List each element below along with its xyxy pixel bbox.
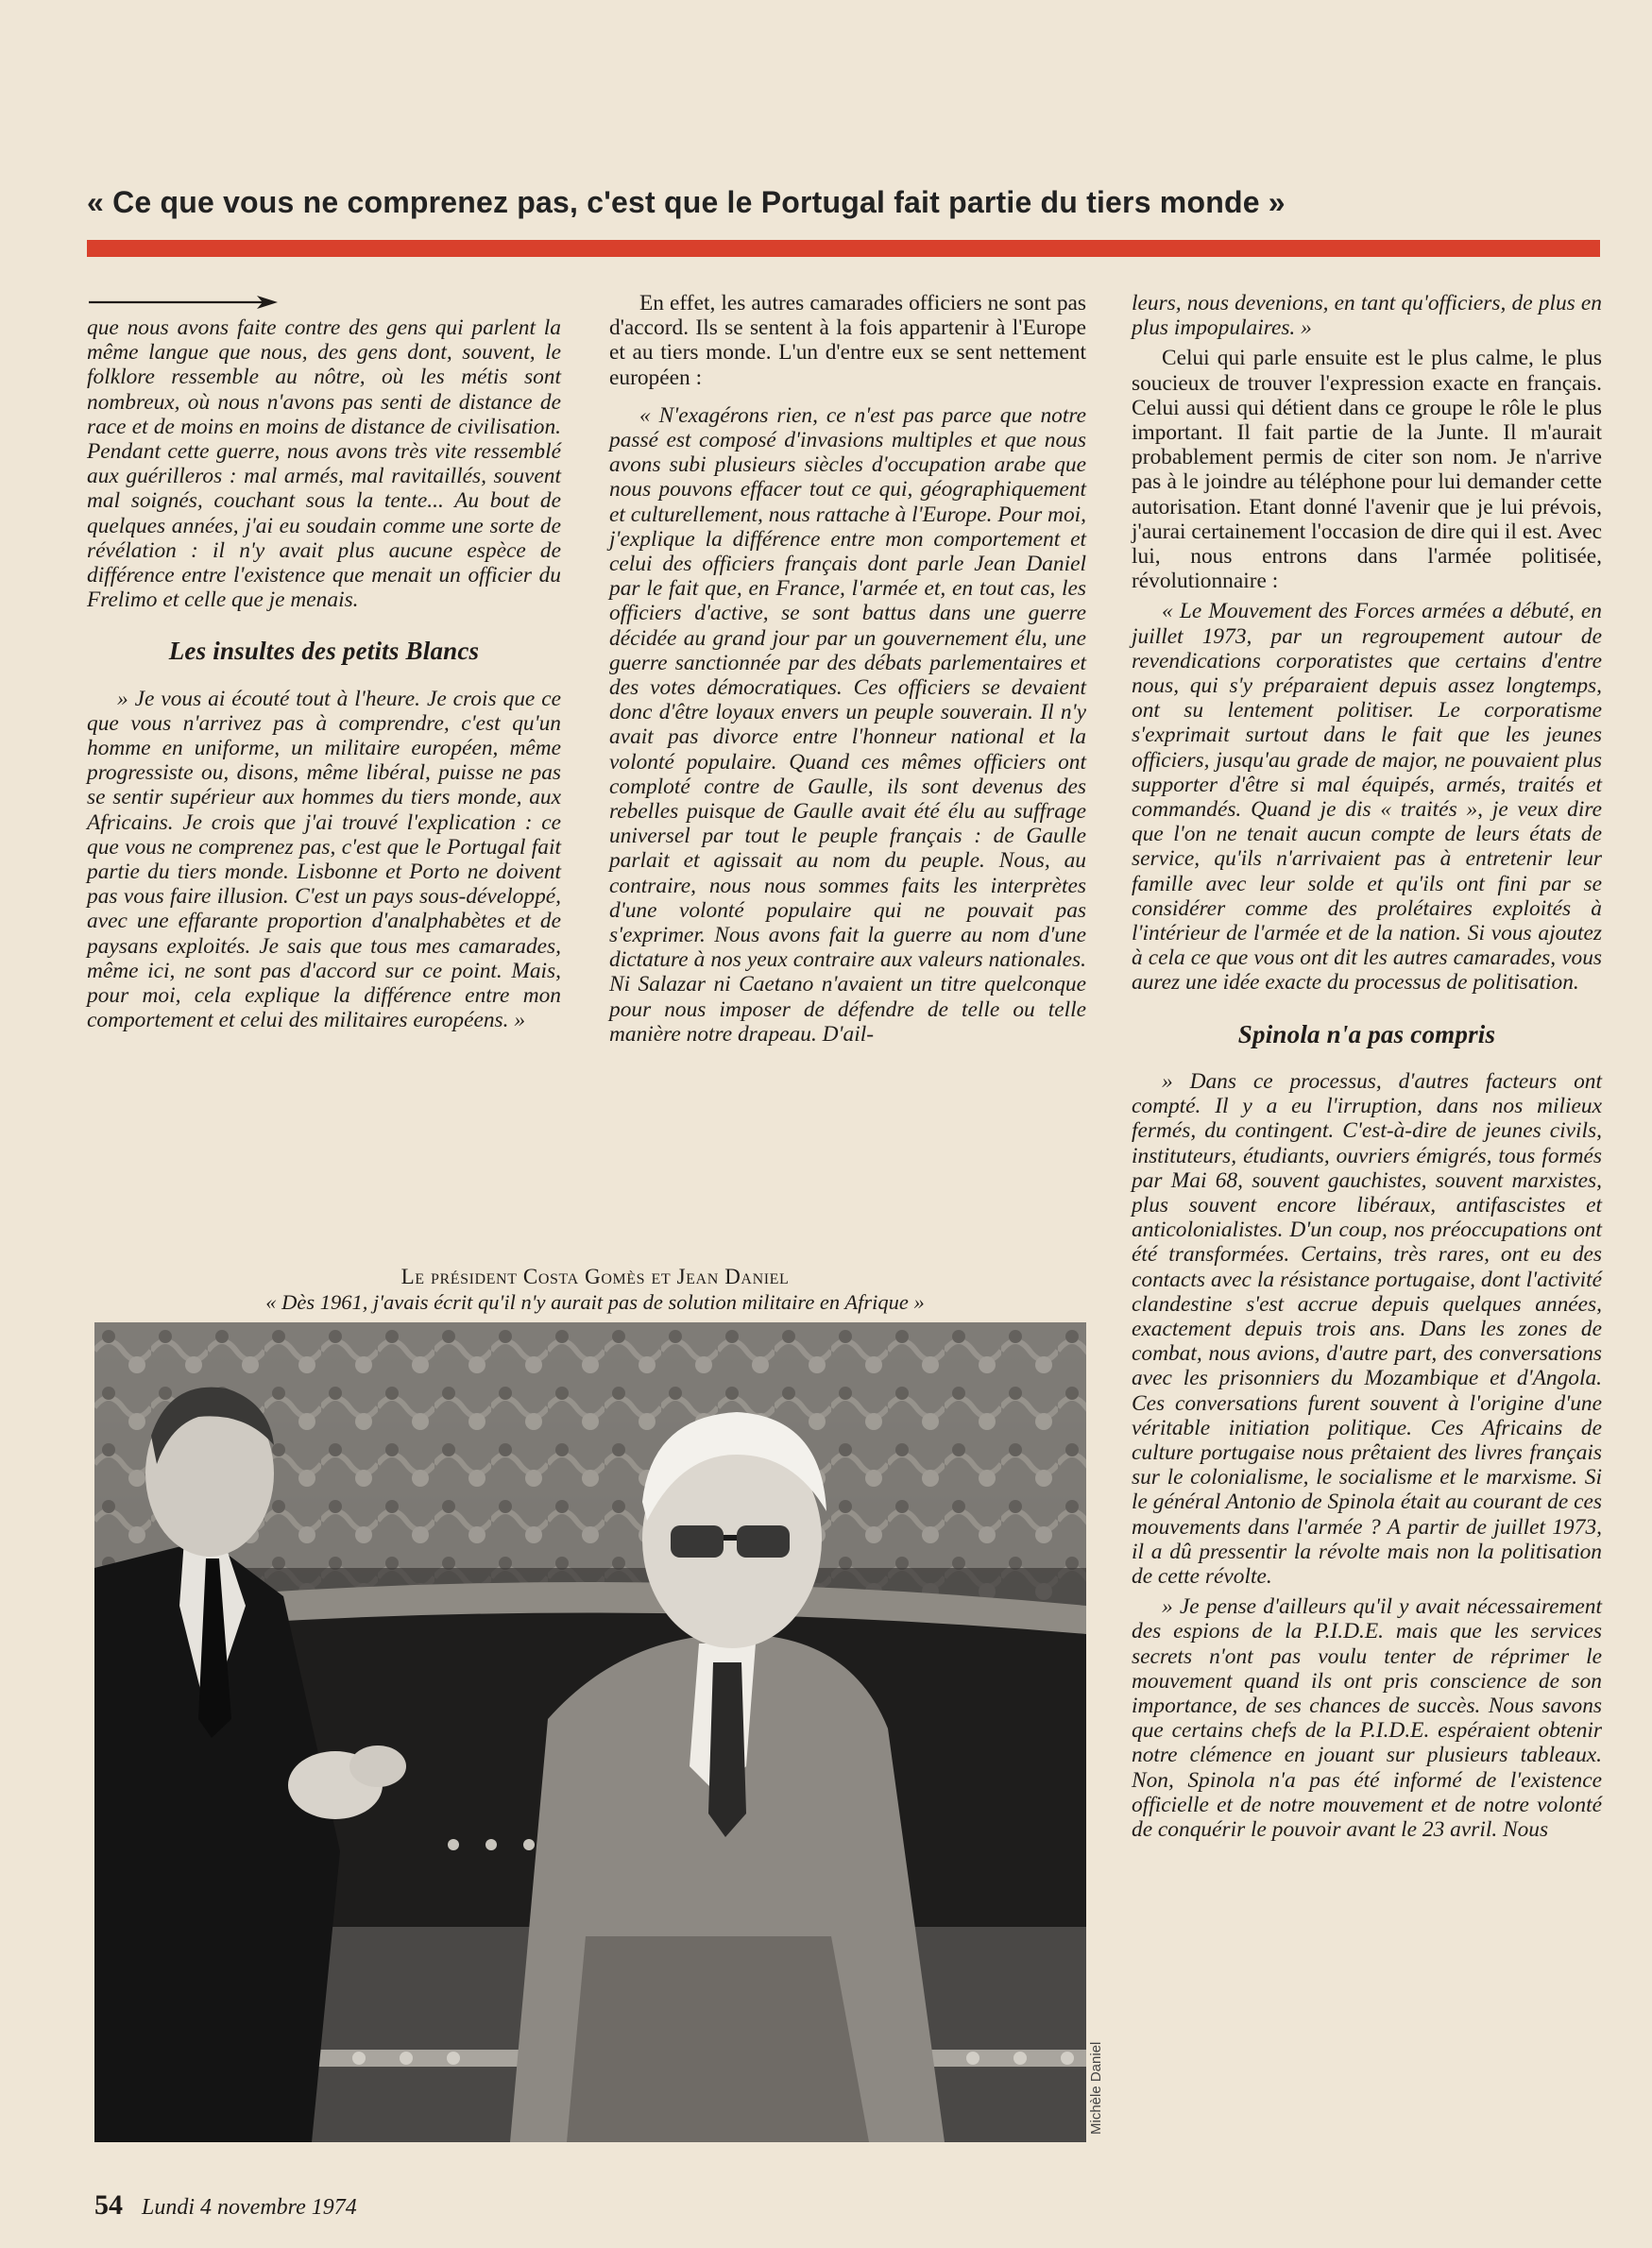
article-column-1 [87, 315, 561, 1038]
col1-paragraph-2: » Je vous ai écouté tout à l'heure. Je crois que ce que vous n'arrivez pas à comprendre, c'est qu'un homme en uniforme, un militaire européen, même progressiste ou, disons, même libéral, puisse ne pas se sentir supérieur aux hommes du tiers monde, aux Africains. Je crois que j'ai trouvé l'explication : ce que vous ne comprenez pas, c'est que le Portugal fait partie du tiers monde. Lisbonne et Porto ne doivent pas vous faire illusion. C'est un pays sous-développé, avec une effarante proportion d'analphabètes et de paysans exploités. Je sais que tous mes camarades, même ici, ne sont pas d'accord sur ce point. Mais, pour moi, cela explique la différence entre mon comportement et celui des militaires européens. » [87, 686, 561, 1033]
issue-date: Lundi 4 novembre 1974 [142, 2195, 357, 2220]
col2-paragraph-1: En effet, les autres camarades officiers ne sont pas d'accord. Ils se sentent à la fois appartenir à l'Europe et au tiers monde. L'un d'entre eux se sent nettement européen : [609, 291, 1086, 390]
col3-paragraph-4: » Dans ce processus, d'autres facteurs ont compté. Il y a eu l'irruption, dans nos milieux fermés, du contingent. C'est-à-dire de jeunes civils, instituteurs, étudiants, ouvriers émigrés, tous formés par Mai 68, souvent gauchistes, souvent marxistes, plus souvent encore libéraux, antifascistes et anticolonialistes. D'un coup, nos préoccupations ont été transformées. Certains, très rares, ont eu des contacts avec la résistance portugaise, dont l'activité clandestine s'est accrue depuis quelques années, exactement depuis trois ans. Dans les zones de combat, nous avions, d'autre part, des conversations avec les prisonniers du Mozambique et d'Angola. Ces conversations furent souvent à l'origine d'une véritable initiation politique. Ces Africains de culture portugaise nous prêtaient des livres français sur le colonialisme, le socialisme et le marxisme. Si le général Antonio de Spinola était au courant de ces mouvements dans l'armée ? A partir de juillet 1973, il a dû pressentir la révolte mais non la politisation de cette révolte. [1132, 1068, 1602, 1589]
photo-illustration [94, 1322, 1086, 2142]
caption-quote: « Dès 1961, j'avais écrit qu'il n'y aurait pas de solution militaire en Afrique » [265, 1290, 925, 1314]
page-number: 54 [94, 2189, 123, 2221]
continuation-arrow-icon [89, 293, 281, 312]
caption-names: Le président Costa Gomès et Jean Daniel [400, 1265, 790, 1288]
col3-paragraph-2: Celui qui parle ensuite est le plus calme, le plus soucieux de trouver l'expression exacte en français. Celui aussi qui détient dans ce groupe le rôle le plus important. Il fait partie de la Junte. Il m'aurait probablement permis de citer son nom. Je n'arrive pas à le joindre au téléphone pour lui demander cette autorisation. Etant donné l'avenir que je lui prévois, j'aurai certainement l'occasion de dire qui il est. Avec lui, nous entrons dans l'armée politisée, révolutionnaire : [1132, 346, 1602, 594]
page-headline: « Ce que vous ne comprenez pas, c'est que le Portugal fait partie du tiers monde » [87, 185, 1286, 219]
article-column-3 [1132, 291, 1602, 1848]
subheading-spinola: Spinola n'a pas compris [1237, 1019, 1496, 1048]
col2-paragraph-2: « N'exagérons rien, ce n'est pas parce que notre passé est composé d'invasions multiples et que nous avons subi plusieurs siècles d'occupation arabe que nous pouvons effacer tout ce qui, géographiquement et culturellement, nous rattache à l'Europe. Pour moi, j'explique la différence entre mon comportement et celui des officiers français dont parle Jean Daniel par le fait que, en France, l'armée et, en tout cas, les officiers d'active, se sont battus dans une guerre décidée au grand jour par un gouvernement élu, une guerre sanctionnée par des débats parlementaires et des votes démocratiques. Ces officiers se devaient donc d'être loyaux envers un peuple souverain. Il n'y avait pas divorce entre l'honneur national et la volonté populaire. Quand ces mêmes officiers ont comploté contre de Gaulle, ils sont devenus des rebelles puisque de Gaulle avait été élu au suffrage universel par tout le peuple français : de Gaulle parlait et agissait au nom du peuple. Nous, au contraire, nous nous sommes faits les interprètes d'une volonté populaire qui ne pouvait pas s'exprimer. Nous avons fait la guerre au nom d'une dictature à nos yeux contraire aux valeurs nationales. Ni Salazar ni Caetano n'avaient un titre quelconque pour nous imposer de défendre de telle ou telle manière notre drapeau. D'ail- [609, 402, 1086, 1047]
page-footer [94, 2189, 357, 2222]
red-rule [87, 240, 1600, 257]
col3-paragraph-3: « Le Mouvement des Forces armées a débuté, en juillet 1973, par un regroupement autour de revendications corporatistes que certains d'entre nous, qui s'y préparaient depuis assez longtemps, ont su lentement politiser. Le corporatisme s'exprimait surtout dans le fait que les jeunes officiers, jusqu'au grade de major, ne pouvaient plus supporter d'être si mal équipés, armés, traités et commandés. Quand je dis « traités », je veux dire que l'on ne tenait aucun compte de leurs états de service, qu'ils n'arrivaient pas à entretenir leur famille avec leur solde et qu'ils ont fini par se considérer comme des prolétaires exploités à l'intérieur de l'armée et de la nation. Si vous ajoutez à cela ce que vous ont dit les autres camarades, vous aurez une idée exacte du processus de politisation. [1132, 599, 1602, 996]
photo-credit: Michèle Daniel [1088, 2041, 1104, 2135]
col3-paragraph-1: leurs, nous devenions, en tant qu'officiers, de plus en plus impopulaires. » [1132, 291, 1602, 341]
subheading-insultes: Les insultes des petits Blancs [168, 637, 480, 666]
col1-paragraph-1: que nous avons faite contre des gens qui parlent la même langue que nous, des gens dont, souvent, le folklore ressemble au nôtre, où les métis sont nombreux, où nous n'avons pas senti de distance de race et de moins en moins de distance de civilisation. Pendant cette guerre, nous avons très vite ressemblé aux guérilleros : mal armés, mal ravitaillés, souvent mal soignés, couchant sous la tente... Au bout de quelques années, j'ai eu soudain comme une sorte de révélation : il n'y avait plus aucune espèce de différence entre l'existence que menait un officier du Frelimo et celle que je menais. [87, 315, 561, 613]
photo-caption [94, 1264, 1096, 1315]
col3-paragraph-5: » Je pense d'ailleurs qu'il y avait nécessairement des espions de la P.I.D.E. mais que les services secrets n'ont pas voulu tenter de réprimer le mouvement quand ils ont pris conscience de son importance, de ses chances de succès. Nous savons que certains chefs de la P.I.D.E. espéraient obtenir notre clémence en jouant sur plusieurs tableaux. Non, Spinola n'a pas été informé de l'existence officielle et de notre mouvement et de notre volonté de conquérir le pouvoir avant le 23 avril. Nous [1132, 1594, 1602, 1842]
photo-costa-gomes-jean-daniel [94, 1322, 1086, 2142]
article-column-2 [609, 291, 1086, 1052]
